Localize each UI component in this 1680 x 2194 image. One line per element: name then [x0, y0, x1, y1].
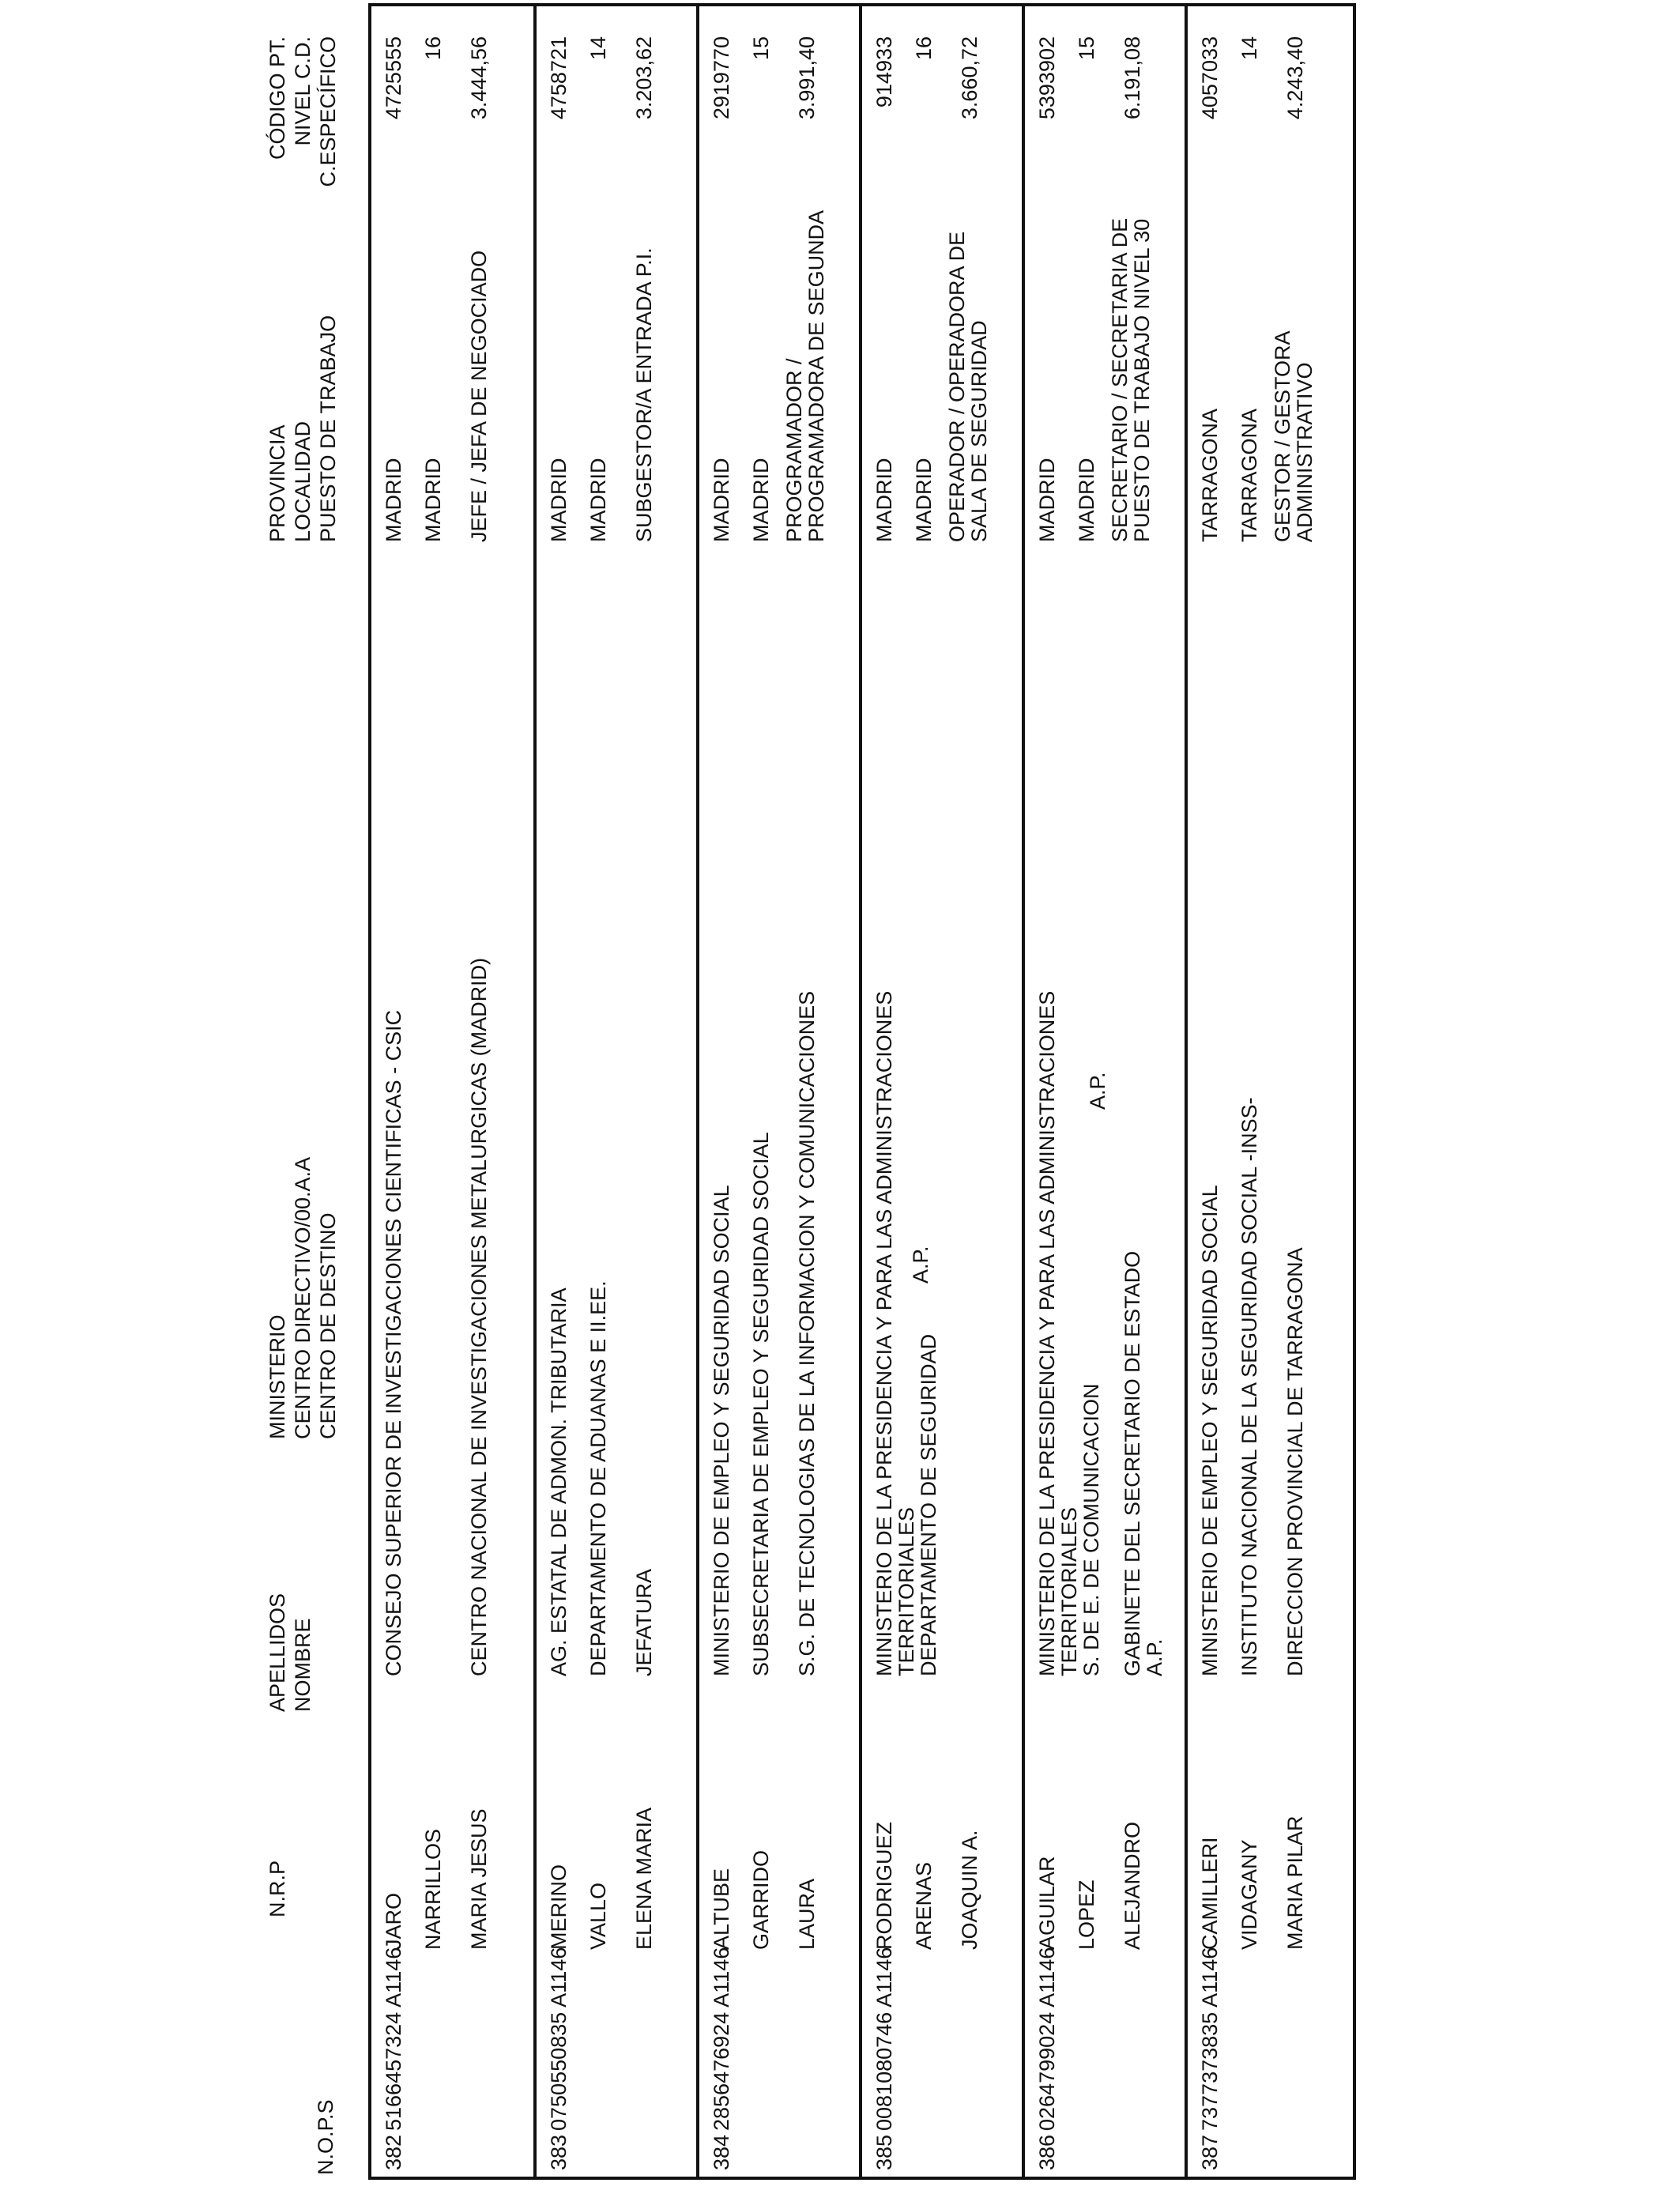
record-centro-directivo: DEPARTAMENTO DE SEGURIDAD	[917, 1333, 940, 1676]
record-especifico: 3.444,56	[467, 36, 491, 120]
header-puesto: PUESTO DE TRABAJO	[316, 315, 340, 542]
record-codigo: 4725555	[382, 36, 405, 120]
record-nombre: ELENA MARIA	[632, 1807, 656, 1950]
record-centro-destino: S.G. DE TECNOLOGIAS DE LA INFORMACION Y COMUNICACIONES	[795, 990, 819, 1676]
records-frame	[368, 3, 1356, 2180]
record-localidad: MADRID	[912, 458, 936, 542]
record-centro-directivo: DEPARTAMENTO DE ADUANAS E II.EE.	[586, 1280, 610, 1676]
record-nombre: MARIA JESUS	[467, 1808, 491, 1950]
record-provincia: MADRID	[1035, 458, 1059, 542]
record-codigo: 4057033	[1198, 36, 1222, 120]
record-puesto-line2: SALA DE SEGURIDAD	[967, 320, 991, 542]
record-puesto-line2: ADMINISTRATIVO	[1293, 362, 1317, 542]
record-nrp: 2856476924 A1146	[710, 1947, 733, 2131]
header-codigo: CÓDIGO PT.	[266, 36, 289, 160]
record-nrp: 0081080746 A1146	[872, 1947, 896, 2131]
record-centro-destino: GABINETE DEL SECRETARIO DE ESTADO	[1121, 1250, 1144, 1676]
record-localidad: MADRID	[421, 458, 445, 542]
record-localidad: TARRAGONA	[1237, 408, 1261, 542]
record-383	[533, 6, 702, 2177]
header-nivel: NIVEL C.D.	[291, 36, 315, 146]
header-nrp: N.R.P	[266, 1860, 289, 1917]
record-puesto-line2: PROGRAMADORA DE SEGUNDA	[804, 209, 828, 542]
record-especifico: 4.243,40	[1283, 36, 1307, 120]
record-382	[371, 6, 537, 2177]
record-nivel: 14	[1237, 36, 1261, 61]
record-centro-directivo: S. DE E. DE COMUNICACION	[1079, 1383, 1103, 1676]
record-nrp: 7377373835 A1146	[1198, 1947, 1222, 2131]
record-ministerio: MINISTERIO DE EMPLEO Y SEGURIDAD SOCIAL	[710, 1185, 733, 1676]
record-nombre: ALEJANDRO	[1121, 1821, 1144, 1950]
record-nivel: 16	[912, 36, 936, 61]
record-provincia: TARRAGONA	[1198, 408, 1222, 542]
record-codigo: 5393902	[1035, 36, 1059, 120]
record-centro-destino-ap: A.P.	[1143, 1638, 1166, 1676]
column-header	[0, 0, 371, 2194]
record-apellido2: VIDAGANY	[1237, 1839, 1261, 1950]
record-nombre: LAURA	[795, 1878, 819, 1950]
record-especifico: 3.203,62	[632, 36, 656, 120]
record-nivel: 15	[749, 36, 773, 61]
record-codigo: 4758721	[547, 36, 571, 120]
header-especifico: C.ESPECÍFICO	[316, 36, 340, 187]
record-ministerio: AG. ESTATAL DE ADMON. TRIBUTARIA	[547, 1287, 571, 1676]
record-centro-directivo-ap: A.P.	[1086, 1072, 1109, 1110]
record-nivel: 15	[1075, 36, 1098, 61]
record-provincia: MADRID	[547, 458, 571, 542]
record-nivel: 14	[586, 36, 610, 61]
record-puesto: JEFE / JEFA DE NEGOCIADO	[467, 250, 491, 542]
record-nops: 384	[710, 2134, 733, 2170]
record-puesto: SUBGESTOR/A ENTRADA P.I.	[632, 247, 656, 542]
record-apellido2: GARRIDO	[749, 1849, 773, 1950]
record-puesto-line2: PUESTO DE TRABAJO NIVEL 30	[1130, 218, 1154, 542]
record-especifico: 6.191,08	[1121, 36, 1144, 120]
header-centro-destino: CENTRO DE DESTINO	[316, 1212, 340, 1439]
record-apellido2: LOPEZ	[1075, 1879, 1098, 1950]
record-nops: 387	[1198, 2134, 1222, 2170]
record-localidad: MADRID	[1075, 458, 1098, 542]
record-centro-directivo: INSTITUTO NACIONAL DE LA SEGURIDAD SOCIAL -INSS-	[1237, 1097, 1261, 1676]
record-apellido1: MERINO	[547, 1864, 571, 1950]
header-localidad: LOCALIDAD	[291, 420, 315, 542]
record-centro-destino: JEFATURA	[632, 1568, 656, 1676]
record-provincia: MADRID	[382, 458, 405, 542]
record-ministerio: MINISTERIO DE EMPLEO Y SEGURIDAD SOCIAL	[1198, 1185, 1222, 1676]
record-apellido1: CAMILLERI	[1198, 1837, 1222, 1950]
header-centro-directivo: CENTRO DIRECTIVO/00.A.A	[291, 1156, 315, 1439]
record-centro-directivo-ap: A.P.	[909, 1246, 932, 1284]
record-ministerio: MINISTERIO DE LA PRESIDENCIA Y PARA LAS ADMINISTRACIONES	[1035, 990, 1059, 1676]
record-apellido1: AGUILAR	[1035, 1856, 1059, 1950]
record-especifico: 3.991,40	[795, 36, 819, 120]
record-provincia: MADRID	[710, 458, 733, 542]
record-apellido2: NARRILLOS	[421, 1828, 445, 1950]
record-localidad: MADRID	[586, 458, 610, 542]
record-ministerio: CONSEJO SUPERIOR DE INVESTIGACIONES CIENTIFICAS - CSIC	[382, 1009, 405, 1676]
record-puesto: SECRETARIO / SECRETARIA DE	[1108, 217, 1132, 542]
record-nrp: 0750550835 A1146	[547, 1947, 571, 2131]
record-puesto: OPERADOR / OPERADORA DE	[945, 231, 969, 542]
record-385	[859, 6, 1027, 2177]
record-apellido2: VALLO	[586, 1882, 610, 1950]
record-nrp: 0264799024 A1146	[1035, 1947, 1059, 2131]
record-especifico: 3.660,72	[958, 36, 981, 120]
record-apellido1: ALTUBE	[710, 1868, 733, 1950]
header-nops: N.O.P.S	[314, 2099, 337, 2175]
record-centro-directivo: SUBSECRETARIA DE EMPLEO Y SEGURIDAD SOCIAL	[749, 1132, 773, 1676]
record-apellido1: JARO	[382, 1892, 405, 1950]
record-provincia: MADRID	[872, 458, 896, 542]
record-codigo: 914933	[872, 36, 896, 108]
record-localidad: MADRID	[749, 458, 773, 542]
record-ministerio-line2: TERRITORIALES	[895, 1506, 918, 1676]
record-centro-destino: CENTRO NACIONAL DE INVESTIGACIONES METALURGICAS (MADRID)	[467, 957, 491, 1676]
record-387	[1185, 6, 1356, 2177]
record-nombre: MARIA PILAR	[1283, 1815, 1307, 1950]
record-apellido2: ARENAS	[912, 1861, 936, 1950]
record-puesto: GESTOR / GESTORA	[1271, 330, 1294, 542]
record-nops: 385	[872, 2134, 896, 2170]
header-apellidos: APELLIDOS	[266, 1593, 289, 1712]
record-nops: 386	[1035, 2134, 1059, 2170]
record-nops: 382	[382, 2134, 405, 2170]
record-384	[696, 6, 864, 2177]
record-nops: 383	[547, 2134, 571, 2170]
header-provincia: PROVINCIA	[266, 424, 289, 542]
record-nombre: JOAQUIN A.	[958, 1830, 981, 1950]
record-386	[1022, 6, 1190, 2177]
record-ministerio: MINISTERIO DE LA PRESIDENCIA Y PARA LAS ADMINISTRACIONES	[872, 990, 896, 1676]
record-centro-destino: DIRECCION PROVINCIAL DE TARRAGONA	[1283, 1247, 1307, 1676]
record-nivel: 16	[421, 36, 445, 61]
record-puesto: PROGRAMADOR /	[782, 358, 806, 542]
record-ministerio-line2: TERRITORIALES	[1057, 1506, 1081, 1676]
record-nrp: 5166457324 A1146	[382, 1947, 405, 2131]
header-ministerio: MINISTERIO	[266, 1314, 289, 1439]
header-nombre: NOMBRE	[291, 1618, 315, 1712]
record-codigo: 2919770	[710, 36, 733, 120]
record-apellido1: RODRIGUEZ	[872, 1822, 896, 1950]
